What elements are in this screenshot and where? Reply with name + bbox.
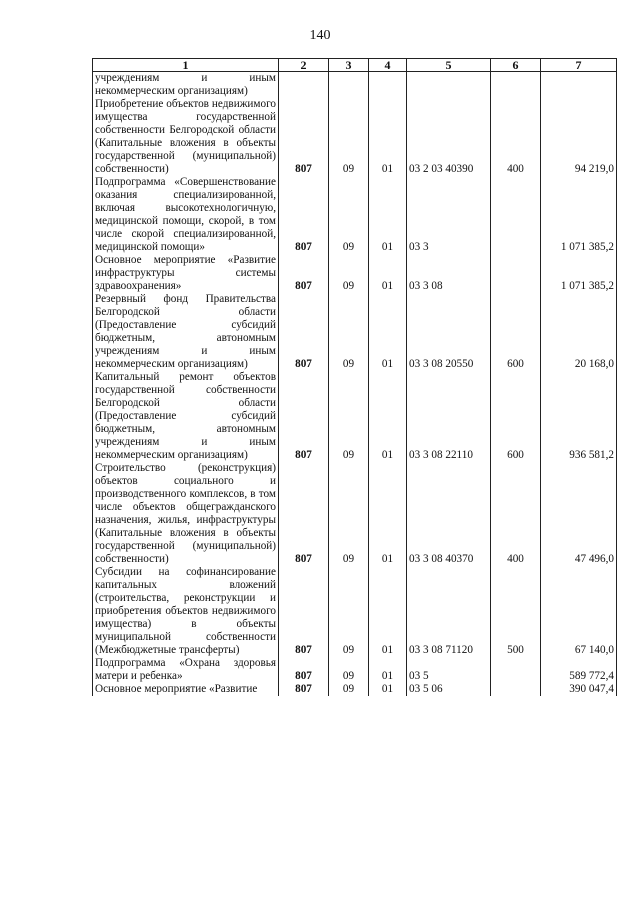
row-name-cell: Резервный фонд Правительства Белгородской области (Предоставление субсидий бюджетным, автономным учреждениям и иным некоммерческим организациям) xyxy=(93,293,279,371)
target-article-cell: 03 3 08 71120 xyxy=(407,566,491,657)
row-name-cell: Основное мероприятие «Развитие xyxy=(93,683,279,696)
table-row xyxy=(93,254,617,293)
subsection-cell: 01 xyxy=(369,566,407,657)
admin-code-cell xyxy=(279,72,329,99)
column-header: 7 xyxy=(541,59,617,72)
expense-type-cell: 500 xyxy=(491,566,541,657)
budget-table xyxy=(92,58,617,696)
amount-cell: 589 772,4 xyxy=(541,657,617,683)
target-article-cell: 03 2 03 40390 xyxy=(407,98,491,176)
expense-type-cell: 400 xyxy=(491,98,541,176)
section-cell: 09 xyxy=(329,98,369,176)
section-cell: 09 xyxy=(329,566,369,657)
amount-cell: 936 581,2 xyxy=(541,371,617,462)
subsection-cell xyxy=(369,72,407,99)
expense-type-cell: 400 xyxy=(491,462,541,566)
page-number: 140 xyxy=(309,28,331,43)
table-row xyxy=(93,683,617,696)
column-header: 4 xyxy=(369,59,407,72)
column-header: 6 xyxy=(491,59,541,72)
expense-type-cell: 600 xyxy=(491,293,541,371)
column-header: 2 xyxy=(279,59,329,72)
section-cell: 09 xyxy=(329,683,369,696)
admin-code-cell: 807 xyxy=(279,371,329,462)
row-name-cell: Капитальный ремонт объектов государственной собственности Белгородской области (Предоставление субсидий бюджетным, автономным учреждениям и иным некоммерческим организациям) xyxy=(93,371,279,462)
expense-type-cell xyxy=(491,176,541,254)
target-article-cell: 03 3 08 xyxy=(407,254,491,293)
column-header: 5 xyxy=(407,59,491,72)
section-cell: 09 xyxy=(329,293,369,371)
table-header-row xyxy=(93,59,617,72)
target-article-cell xyxy=(407,72,491,99)
section-cell: 09 xyxy=(329,462,369,566)
row-name-cell: Приобретение объектов недвижимого имущества государственной собственности Белгородской области (Капитальные вложения в объекты государственной (муниципальной) собственности) xyxy=(93,98,279,176)
amount-cell: 1 071 385,2 xyxy=(541,176,617,254)
row-name-cell: Основное мероприятие «Развитие инфраструктуры системы здравоохранения» xyxy=(93,254,279,293)
subsection-cell: 01 xyxy=(369,293,407,371)
section-cell: 09 xyxy=(329,176,369,254)
row-name-cell: Подпрограмма «Охрана здоровья матери и ребенка» xyxy=(93,657,279,683)
amount-cell: 67 140,0 xyxy=(541,566,617,657)
table-row xyxy=(93,371,617,462)
amount-cell: 20 168,0 xyxy=(541,293,617,371)
subsection-cell: 01 xyxy=(369,462,407,566)
amount-cell: 94 219,0 xyxy=(541,98,617,176)
table-body xyxy=(93,72,617,697)
column-header: 3 xyxy=(329,59,369,72)
amount-cell: 390 047,4 xyxy=(541,683,617,696)
admin-code-cell: 807 xyxy=(279,293,329,371)
admin-code-cell: 807 xyxy=(279,254,329,293)
table-row xyxy=(93,72,617,99)
subsection-cell: 01 xyxy=(369,683,407,696)
admin-code-cell: 807 xyxy=(279,98,329,176)
target-article-cell: 03 5 06 xyxy=(407,683,491,696)
section-cell: 09 xyxy=(329,254,369,293)
expense-type-cell xyxy=(491,72,541,99)
target-article-cell: 03 3 08 20550 xyxy=(407,293,491,371)
subsection-cell: 01 xyxy=(369,254,407,293)
target-article-cell: 03 3 xyxy=(407,176,491,254)
section-cell xyxy=(329,72,369,99)
amount-cell: 1 071 385,2 xyxy=(541,254,617,293)
row-name-cell: учреждениям и иным некоммерческим организациям) xyxy=(93,72,279,99)
subsection-cell: 01 xyxy=(369,98,407,176)
admin-code-cell: 807 xyxy=(279,176,329,254)
table-row xyxy=(93,462,617,566)
subsection-cell: 01 xyxy=(369,176,407,254)
expense-type-cell: 600 xyxy=(491,371,541,462)
target-article-cell: 03 5 xyxy=(407,657,491,683)
amount-cell: 47 496,0 xyxy=(541,462,617,566)
column-header: 1 xyxy=(93,59,279,72)
table-row xyxy=(93,566,617,657)
table-row xyxy=(93,293,617,371)
row-name-cell: Строительство (реконструкция) объектов социального и производственного комплексов, в том числе объектов общегражданского назначения, жилья, инфраструктуры (Капитальные вложения в объекты государственной (муниципальной) собственности) xyxy=(93,462,279,566)
expense-type-cell xyxy=(491,657,541,683)
section-cell: 09 xyxy=(329,657,369,683)
section-cell: 09 xyxy=(329,371,369,462)
row-name-cell: Подпрограмма «Совершенствование оказания специализированной, включая высокотехнологичную, медицинской помощи, скорой, в том числе скорой специализированной, медицинской помощи» xyxy=(93,176,279,254)
amount-cell xyxy=(541,72,617,99)
admin-code-cell: 807 xyxy=(279,462,329,566)
subsection-cell: 01 xyxy=(369,657,407,683)
target-article-cell: 03 3 08 22110 xyxy=(407,371,491,462)
target-article-cell: 03 3 08 40370 xyxy=(407,462,491,566)
expense-type-cell xyxy=(491,683,541,696)
admin-code-cell: 807 xyxy=(279,683,329,696)
table-row xyxy=(93,176,617,254)
table-row xyxy=(93,657,617,683)
table-row xyxy=(93,98,617,176)
subsection-cell: 01 xyxy=(369,371,407,462)
expense-type-cell xyxy=(491,254,541,293)
admin-code-cell: 807 xyxy=(279,657,329,683)
row-name-cell: Субсидии на софинансирование капитальных вложений (строительства, реконструкции и приобретения объектов недвижимого имущества) в объекты муниципальной собственности (Межбюджетные трансферты) xyxy=(93,566,279,657)
admin-code-cell: 807 xyxy=(279,566,329,657)
